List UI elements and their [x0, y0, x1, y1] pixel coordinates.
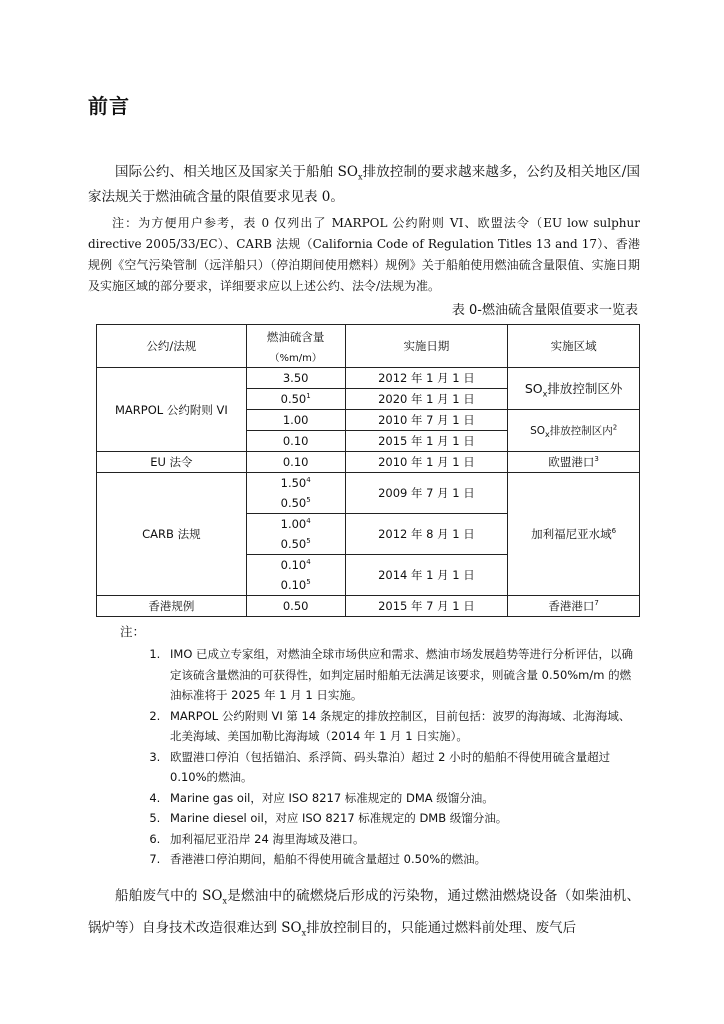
list-item: 4. Marine gas oil，对应 ISO 8217 标准规定的 DMA 级馏分油。	[164, 788, 640, 809]
cell-value: 0.10	[246, 452, 345, 473]
subscript: x	[545, 429, 550, 439]
page-title: 前言	[88, 94, 130, 118]
header-area: 实施区域	[508, 325, 640, 368]
subscript: x	[357, 172, 363, 182]
cell-value: 0.10	[246, 431, 345, 452]
header-sulfur	[246, 325, 345, 368]
closing-text: 是燃油中的硫燃烧后形成的污染物，通过燃油燃烧设备（如柴油机、锅炉等）自身技术改造很难达到 SO	[88, 888, 641, 936]
cell-date: 2015 年 7 月 1 日	[345, 596, 508, 617]
intro-text: 排放控制的要求越来越多，公约及相关地区/国家法规关于燃油硫含量的限值要求见表 0。	[88, 164, 640, 205]
subscript: x	[301, 928, 307, 938]
list-item: 3. 欧盟港口停泊（包括锚泊、系浮筒、码头靠泊）超过 2 小时的船舶不得使用硫含量超过 0.10%的燃油。	[164, 747, 640, 788]
list-item: 1. IMO 已成立专家组，对燃油全球市场供应和需求、燃油市场发展趋势等进行分析评估，以确定该硫含量燃油的可获得性，如判定届时船舶无法满足该要求，则硫含量 0.50%m/m 的燃油标准将于 2025 年 1 月 1 日实施。	[164, 644, 640, 706]
sulfur-limits-table	[96, 324, 640, 617]
header-sulfur-unit: （%m/m）	[269, 352, 322, 364]
note-paragraph: 注：为方便用户参考，表 0 仅列出了 MARPOL 公约附则 VI、欧盟法令（EU low sulphur directive 2005/33/EC）、CARB 法规（California Code of Regulation Titles 13 and 17）、香港规例《空气污染管制（远洋船只）（停泊期间使用燃料）规例》关于船舶使用燃油硫含量限值、实施日期及实施区域的部分要求，详细要求应以上述公约、法令/法规为准。	[88, 216, 640, 293]
footnote-mark: 4	[306, 517, 311, 526]
footnote-mark: 5	[306, 578, 311, 587]
cell-regulation-eu: EU 法令	[97, 452, 247, 473]
header-sulfur-label: 燃油硫含量	[266, 329, 325, 344]
cell-date: 2009 年 7 月 1 日	[345, 473, 508, 514]
area-text: 香港港口	[548, 599, 595, 613]
cell-area	[508, 410, 640, 452]
value-text: 0.50	[280, 496, 307, 510]
area-text: SO	[524, 380, 543, 396]
table-row	[97, 452, 640, 473]
notes-list	[120, 644, 640, 870]
intro-paragraph	[88, 160, 640, 210]
cell-regulation-hk: 香港规例	[97, 596, 247, 617]
cell-value	[246, 389, 345, 410]
cell-value: 1.00	[246, 410, 345, 431]
area-text: 排放控制区内	[549, 424, 613, 437]
value-text: 0.50	[280, 537, 307, 551]
footnote-mark: 4	[306, 558, 311, 567]
value-text: 0.10	[280, 558, 307, 572]
area-text: 欧盟港口	[548, 455, 595, 469]
cell-value	[246, 555, 345, 596]
cell-area	[508, 368, 640, 410]
table-header-row	[97, 325, 640, 368]
cell-date: 2010 年 1 月 1 日	[345, 452, 508, 473]
table-row	[97, 368, 640, 389]
list-item: 6. 加利福尼亚沿岸 24 海里海域及港口。	[164, 829, 640, 850]
table-row	[97, 473, 640, 514]
cell-date: 2014 年 1 月 1 日	[345, 555, 508, 596]
header-regulation: 公约/法规	[97, 325, 247, 368]
closing-paragraph	[88, 880, 640, 944]
header-date: 实施日期	[345, 325, 508, 368]
list-item: 7. 香港港口停泊期间，船舶不得使用硫含量超过 0.50%的燃油。	[164, 849, 640, 870]
subscript: x	[222, 896, 227, 906]
value-text: 1.50	[280, 476, 307, 490]
value-text: 0.10	[280, 578, 307, 592]
cell-date: 2020 年 1 月 1 日	[345, 389, 508, 410]
intro-text: 国际公约、相关地区及国家关于船舶 SO	[115, 164, 358, 180]
cell-value	[246, 473, 345, 514]
closing-text: 排放控制目的，只能通过燃料前处理、废气后	[306, 920, 577, 936]
footnote-mark: 4	[306, 476, 311, 485]
cell-date: 2015 年 1 月 1 日	[345, 431, 508, 452]
cell-date: 2012 年 1 月 1 日	[345, 368, 508, 389]
list-item: 5. Marine diesel oil，对应 ISO 8217 标准规定的 DMB 级馏分油。	[164, 808, 640, 829]
table-caption: 表 0-燃油硫含量限值要求一览表	[451, 303, 638, 318]
table-notes	[120, 622, 640, 870]
value-text: 1.00	[280, 517, 307, 531]
cell-regulation-marpol: MARPOL 公约附则 VI	[97, 368, 247, 452]
footnote-mark: 1	[306, 392, 311, 401]
area-text: 排放控制区外	[547, 380, 623, 396]
footnote-mark: 7	[594, 599, 599, 608]
table-row	[97, 596, 640, 617]
footnote-mark: 3	[594, 455, 599, 464]
area-text: SO	[530, 424, 545, 437]
cell-value: 0.50	[246, 596, 345, 617]
footnote-mark: 2	[612, 423, 618, 431]
cell-area	[508, 452, 640, 473]
notes-label: 注：	[120, 624, 146, 639]
cell-value: 3.50	[246, 368, 345, 389]
cell-area	[508, 473, 640, 596]
subscript: x	[542, 389, 548, 398]
value-text: 0.50	[280, 392, 307, 406]
cell-area	[508, 596, 640, 617]
area-text: 加利福尼亚水域	[531, 527, 612, 541]
cell-date: 2010 年 7 月 1 日	[345, 410, 508, 431]
list-item: 2. MARPOL 公约附则 VI 第 14 条规定的排放控制区，目前包括：波罗的海海域、北海海域、北美海域、美国加勒比海海域（2014 年 1 月 1 日实施）。	[164, 706, 640, 747]
footnote-mark: 6	[611, 527, 617, 536]
closing-text: 船舶废气中的 SO	[115, 888, 223, 904]
cell-date: 2012 年 8 月 1 日	[345, 514, 508, 555]
footnote-mark: 5	[306, 496, 311, 505]
cell-value	[246, 514, 345, 555]
footnote-mark: 5	[306, 537, 311, 546]
cell-regulation-carb: CARB 法规	[97, 473, 247, 596]
